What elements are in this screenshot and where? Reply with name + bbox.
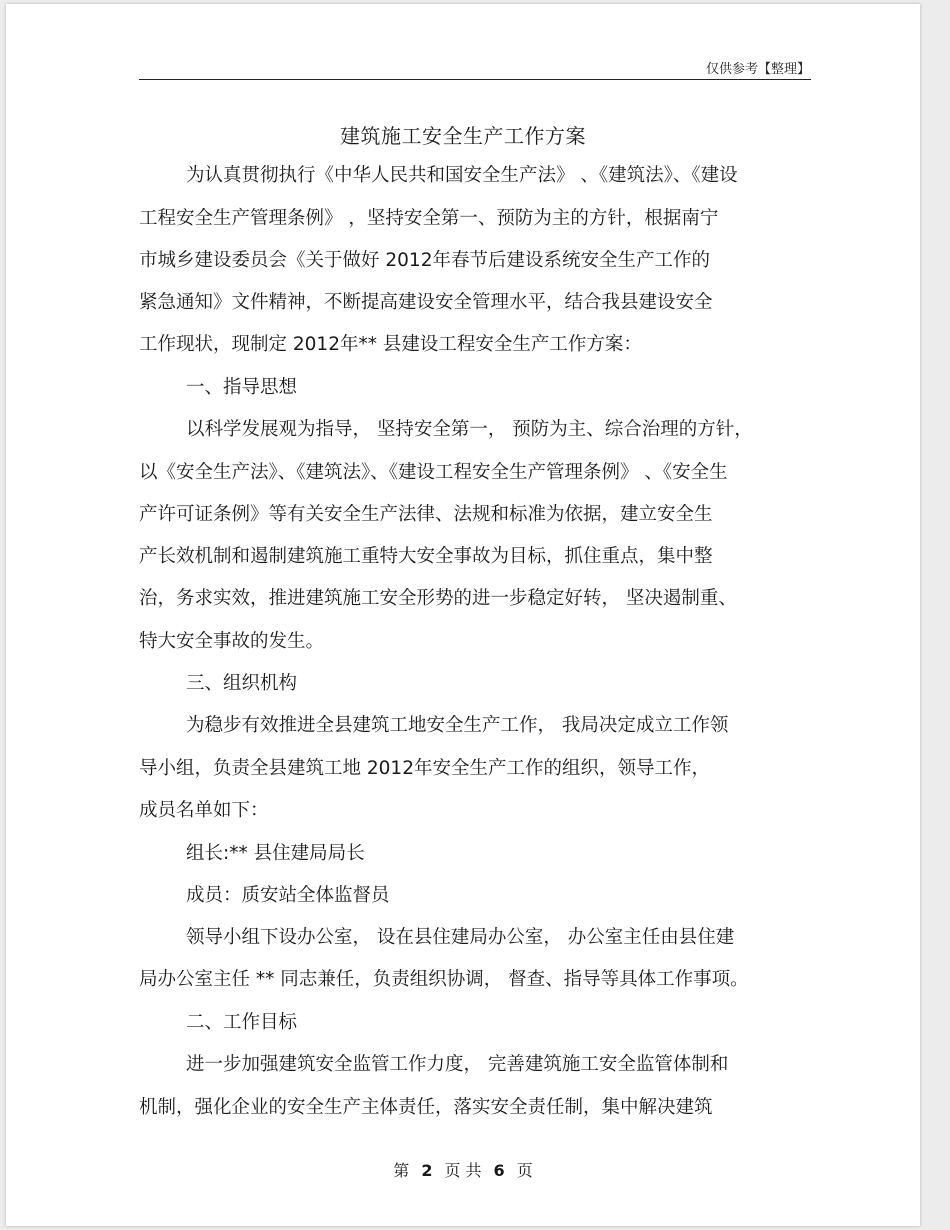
header-note: 仅供参考【整理】 (705, 62, 810, 77)
header-divider (139, 79, 811, 80)
page-number-footer (6, 1158, 920, 1181)
document-page (6, 4, 920, 1226)
total-page-count: 6 (493, 1161, 505, 1180)
footer-middle: 页 共 (444, 1161, 482, 1180)
footer-prefix: 第 (393, 1161, 410, 1180)
body-line: 紧急通知》文件精神，不断提高建设安全管理水平，结合我县建设安全 (139, 292, 713, 313)
body-line: 领导小组下设办公室， 设在县住建局办公室， 办公室主任由县住建 (186, 927, 735, 948)
body-line: 为认真贯彻执行《中华人民共和国安全生产法》 、《建筑法》、《建设 (186, 165, 738, 186)
body-line: 治，务求实效，推进建筑施工安全形势的进一步稳定好转， 坚决遏制重、 (139, 588, 737, 609)
body-line: 产许可证条例》等有关安全生产法律、法规和标准为依据，建立安全生 (139, 504, 713, 525)
section-heading: 二、工作目标 (186, 1012, 298, 1033)
current-page-number: 2 (421, 1161, 433, 1180)
body-line: 工作现状，现制定 2012年** 县建设工程安全生产工作方案： (139, 334, 642, 355)
section-heading: 一、指导思想 (186, 377, 298, 398)
body-line: 工程安全生产管理条例》 ，坚持安全第一、预防为主的方针，根据南宁 (139, 208, 719, 229)
body-line: 机制，强化企业的安全生产主体责任，落实安全责任制，集中解决建筑 (139, 1097, 713, 1118)
body-line: 为稳步有效推进全县建筑工地安全生产工作， 我局决定成立工作领 (186, 715, 729, 736)
body-line: 市城乡建设委员会《关于做好 2012年春节后建设系统安全生产工作的 (139, 250, 710, 271)
body-line: 导小组，负责全县建筑工地 2012年安全生产工作的组织，领导工作， (139, 758, 710, 779)
body-line: 以科学发展观为指导， 坚持安全第一， 预防为主、综合治理的方针， (186, 419, 753, 440)
body-line: 组长:** 县住建局局长 (186, 843, 365, 864)
body-line: 进一步加强建筑安全监管工作力度， 完善建筑施工安全监管体制和 (186, 1054, 729, 1075)
footer-suffix: 页 (516, 1161, 533, 1180)
section-heading: 三、组织机构 (186, 673, 298, 694)
body-line: 特大安全事故的发生。 (139, 631, 325, 652)
body-line: 产长效机制和遏制建筑施工重特大安全事故为目标，抓住重点，集中整 (139, 546, 713, 567)
body-line: 成员名单如下： (139, 800, 269, 821)
body-line: 成员：质安站全体监督员 (186, 885, 390, 906)
body-line: 以《安全生产法》、《建筑法》、《建设工程安全生产管理条例》 、《安全生 (139, 462, 728, 483)
body-line: 局办公室主任 ** 同志兼任，负责组织协调， 督查、指导等具体工作事项。 (139, 969, 749, 990)
document-title: 建筑施工安全生产工作方案 (340, 124, 586, 148)
